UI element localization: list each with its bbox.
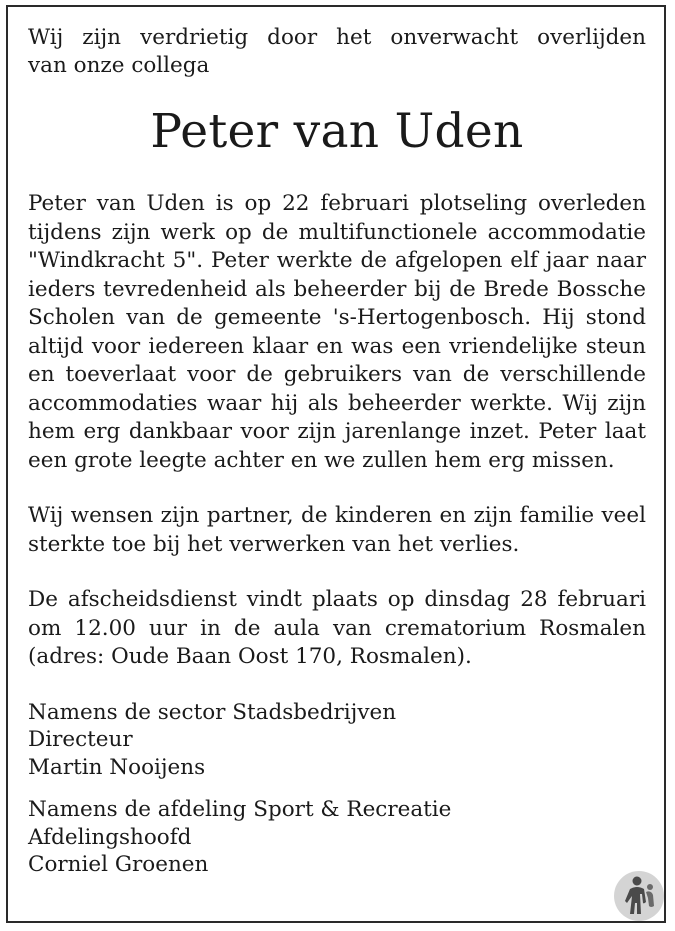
obituary-content [28, 24, 646, 879]
deceased-name: Peter van Uden [150, 104, 524, 159]
signature-department-line: Namens de afdeling Sport & Recreatie [28, 797, 452, 822]
memorial-figure-icon [613, 870, 665, 922]
signature-name: Corniel Groenen [28, 852, 209, 877]
signature-name: Martin Nooijens [28, 754, 206, 780]
announcement-paragraph: Peter van Uden is op 22 februari plotseling overleden tijdens zijn werk op de multifunctionele accommodatie "Windkracht 5". Peter werkte de afgelopen elf jaar naar ieders tevredenheid als beheerder bij de Brede Bossche Scholen van de gemeente 's-Hertogenbosch. Hij stond altijd voor iedereen klaar en was een vriendelijke steun en toeverlaat voor de gebruikers van de verschillende accommodaties waar hij als beheerder werkte. Wij zijn hem erg dankbaar voor zijn jarenlange inzet. Peter laat een grote leegte achter en we zullen hem erg missen. [28, 191, 646, 473]
condolence-paragraph: Wij wensen zijn partner, de kinderen en zijn familie veel sterkte toe bij het verwerken van het verlies. [28, 503, 646, 557]
intro-line-1: Wij zijn verdrietig door het onverwacht overlijden [28, 25, 646, 50]
signature-title: Afdelingshoofd [28, 824, 192, 850]
signature-title: Directeur [28, 727, 133, 752]
intro-line-2: van onze collega [28, 53, 210, 78]
signature-sector-line: Namens de sector Stadsbedrijven [28, 699, 397, 725]
intro-text [28, 24, 646, 80]
service-details-paragraph: De afscheidsdienst vindt plaats op dinsdag 28 februari om 12.00 uur in de aula van crematorium Rosmalen (adres: Oude Baan Oost 170, Rosmalen). [28, 587, 646, 669]
signature-block-sector [28, 699, 646, 782]
signature-block-department [28, 796, 646, 879]
